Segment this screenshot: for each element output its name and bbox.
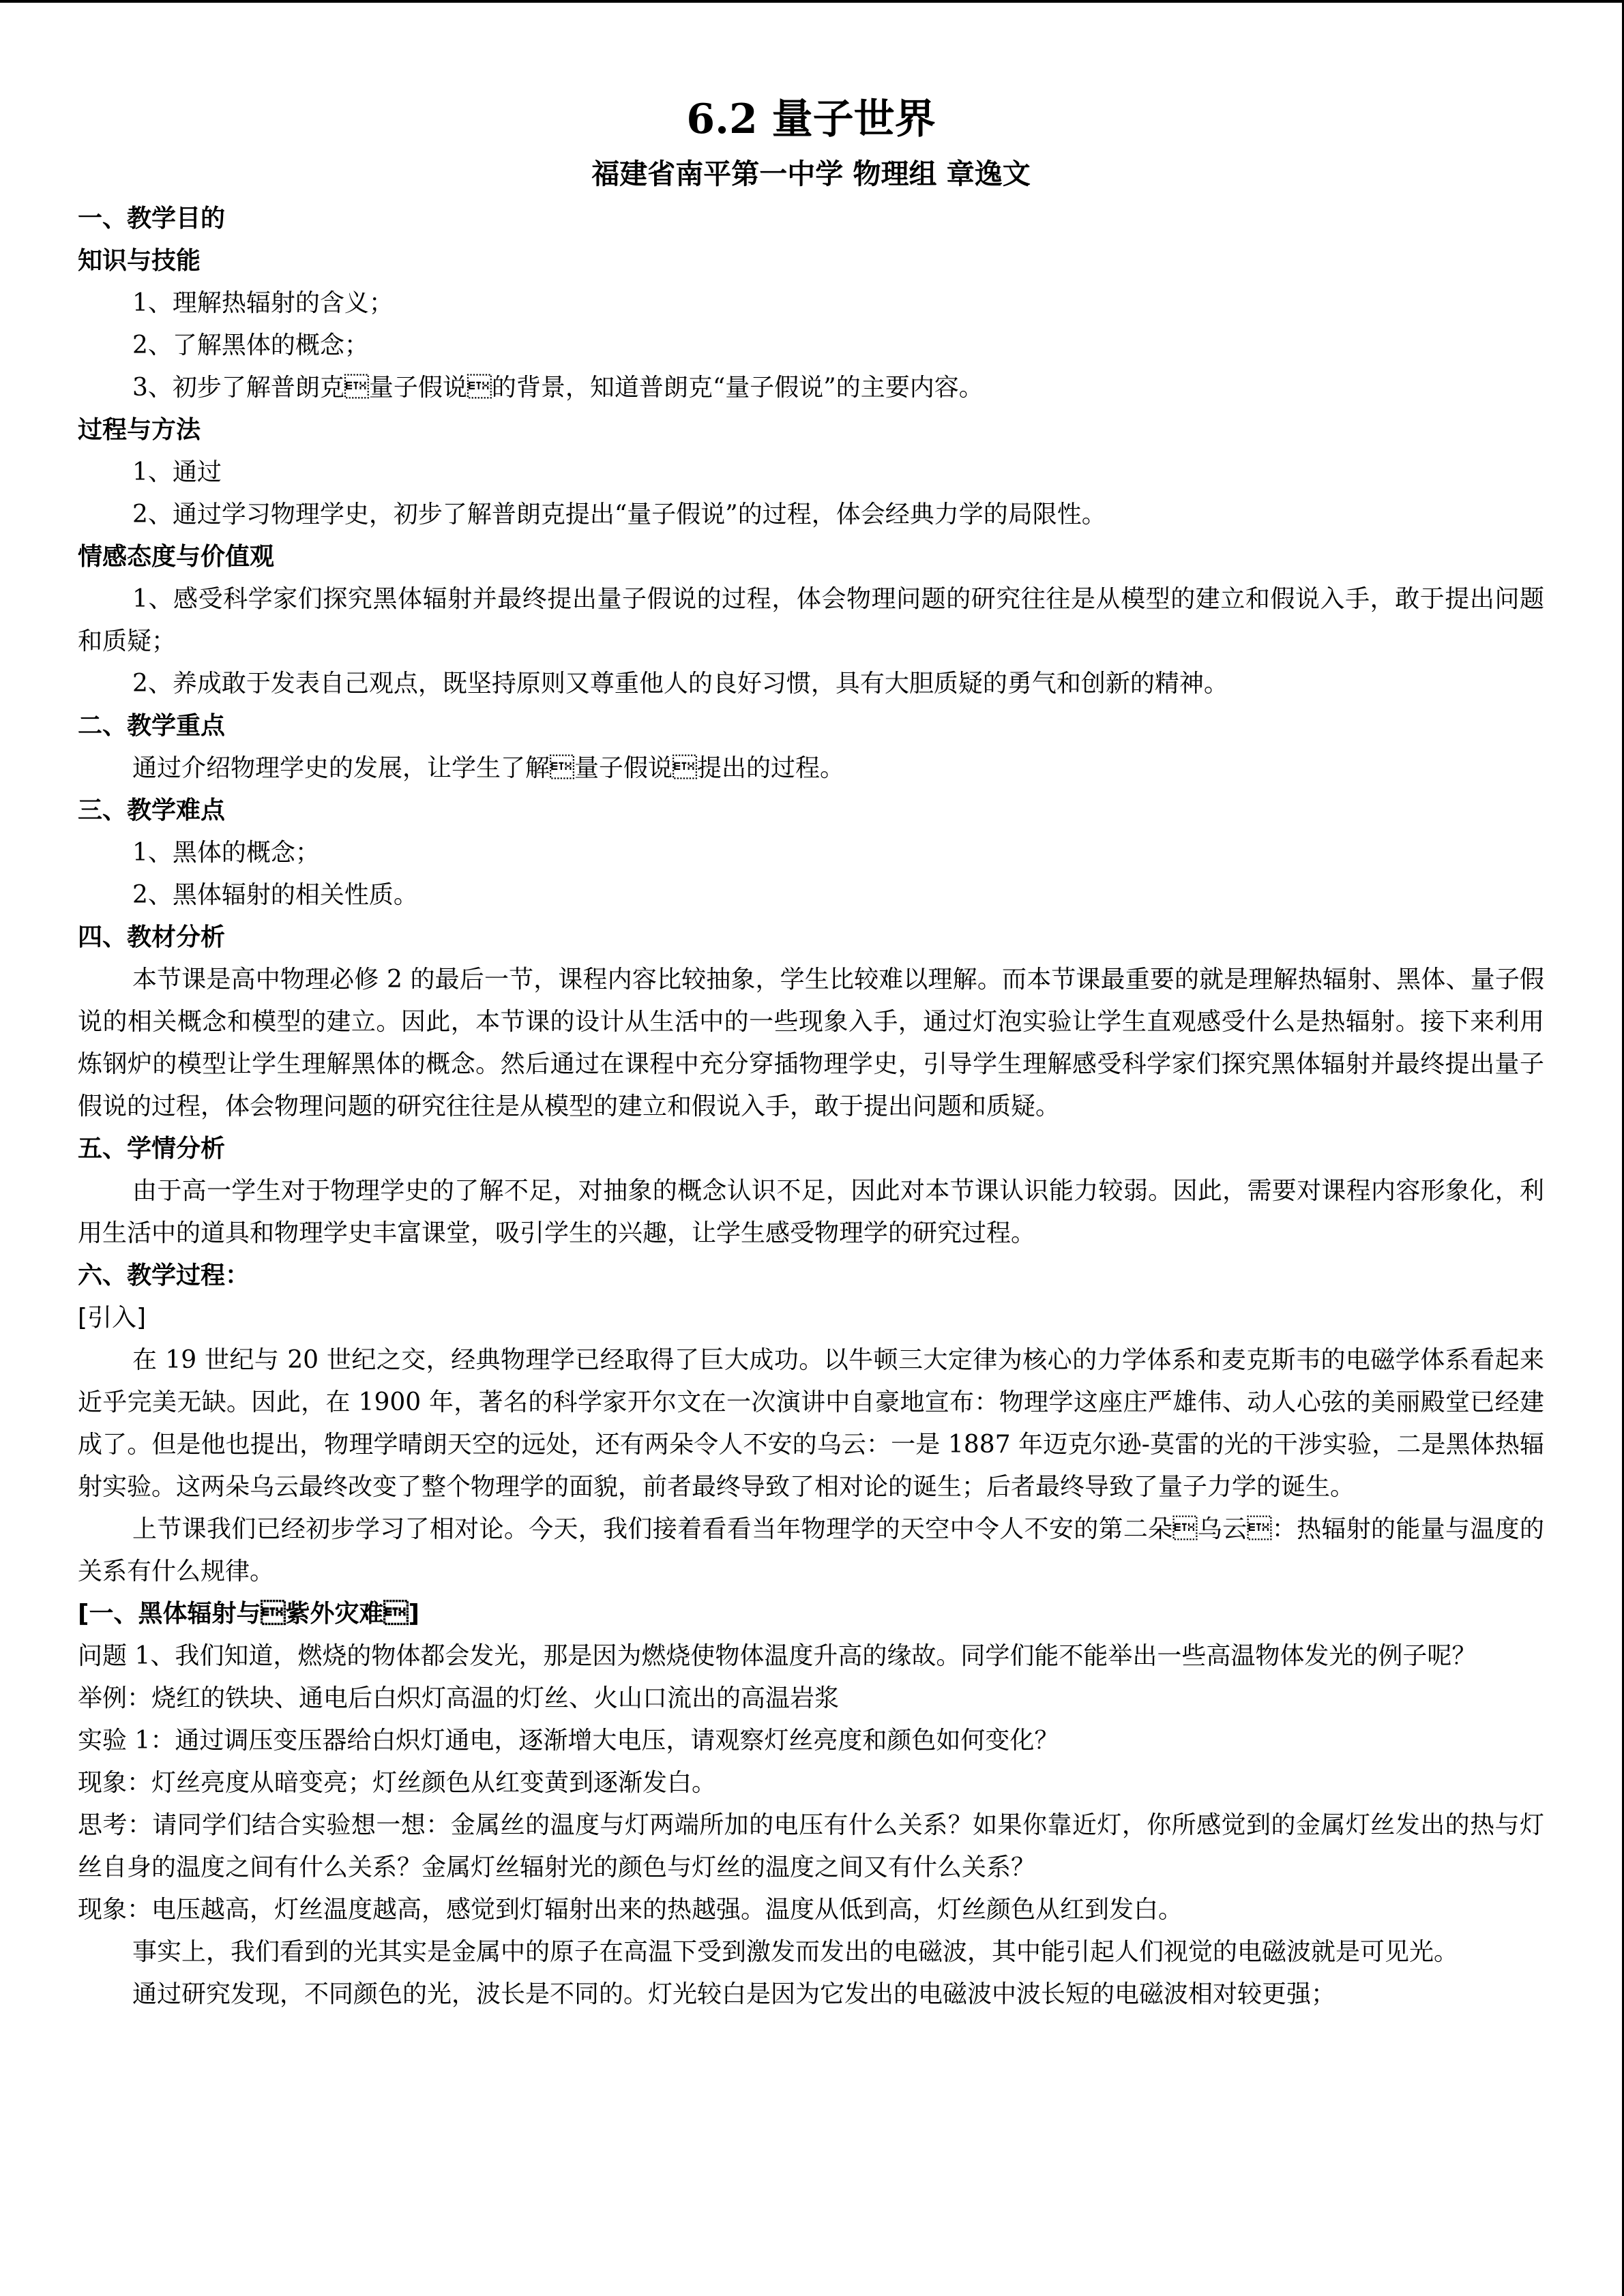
- intro-paragraph-2: 上节课我们已经初步学习了相对论。今天，我们接着看看当年物理学的天空中令人不安的第二朵乌云：热辐射的能量与温度的关系有什么规律。: [78, 1515, 1544, 1585]
- process-item-2: 2、通过学习物理学史，初步了解普朗克提出“量子假说”的过程，体会经典力学的局限性。: [132, 501, 1106, 528]
- section-4-text: 本节课是高中物理必修 2 的最后一节，课程内容比较抽象，学生比较难以理解。而本节课最重要的就是理解热辐射、黑体、量子假说的相关概念和模型的建立。因此，本节课的设计从生活中的一些现象入手，通过灯泡实验让学生直观感受什么是热辐射。接下来利用炼钢炉的模型让学生理解黑体的概念。然后通过在课程中充分穿插物理学史，引导学生理解感受科学家们探究黑体辐射并最终提出量子假说的过程，体会物理问题的研究往往是从模型的建立和假说入手，敢于提出问题和质疑。: [78, 966, 1544, 1120]
- knowledge-item-3: 3、初步了解普朗克量子假说的背景，知道普朗克“量子假说”的主要内容。: [132, 374, 984, 402]
- research-paragraph: 通过研究发现，不同颜色的光，波长是不同的。灯光较白是因为它发出的电磁波中波长短的电磁波相对较更强；: [132, 1980, 1336, 2008]
- part-1-tag: [一、黑体辐射与紫外灾难]: [78, 1600, 419, 1628]
- example-line: 举例：烧红的铁块、通电后白炽灯高温的灯丝、火山口流出的高温岩浆: [78, 1684, 840, 1712]
- section-5-heading: 五、学情分析: [78, 1135, 226, 1163]
- section-4-heading: 四、教材分析: [78, 923, 226, 951]
- page-title: 6.2 量子世界: [686, 95, 936, 143]
- section-2-heading: 二、教学重点: [78, 712, 226, 740]
- section-3-item-1: 1、黑体的概念；: [132, 839, 320, 867]
- process-item-1: 1、通过: [132, 458, 222, 486]
- process-heading: 过程与方法: [78, 416, 201, 444]
- phenomenon-1: 现象：灯丝亮度从暗变亮；灯丝颜色从红变黄到逐渐发白。: [78, 1769, 717, 1797]
- author-line: 福建省南平第一中学 物理组 章逸文: [591, 158, 1031, 190]
- question-1: 问题 1、我们知道，燃烧的物体都会发光，那是因为燃烧使物体温度升高的缘故。同学们能不能举出一些高温物体发光的例子呢？: [78, 1642, 1477, 1670]
- intro-tag: [引入]: [78, 1304, 147, 1332]
- emotion-item-1: 1、感受科学家们探究黑体辐射并最终提出量子假说的过程，体会物理问题的研究往往是从模型的建立和假说入手，敢于提出问题和质疑；: [78, 585, 1544, 655]
- section-2-text: 通过介绍物理学史的发展，让学生了解量子假说提出的过程。: [132, 754, 845, 782]
- think-paragraph: 思考：请同学们结合实验想一想：金属丝的温度与灯两端所加的电压有什么关系？如果你靠近灯，你所感觉到的金属灯丝发出的热与灯丝自身的温度之间有什么关系？金属灯丝辐射光的颜色与灯丝的温度之间又有什么关系？: [78, 1811, 1544, 1881]
- knowledge-item-2: 2、了解黑体的概念；: [132, 331, 369, 359]
- section-3-heading: 三、教学难点: [78, 796, 226, 824]
- emotion-item-2: 2、养成敢于发表自己观点，既坚持原则又尊重他人的良好习惯，具有大胆质疑的勇气和创新的精神。: [132, 670, 1228, 698]
- fact-paragraph: 事实上，我们看到的光其实是金属中的原子在高温下受到激发而发出的电磁波，其中能引起人们视觉的电磁波就是可见光。: [132, 1938, 1459, 1966]
- section-5-text: 由于高一学生对于物理学史的了解不足，对抽象的概念认识不足，因此对本节课认识能力较弱。因此，需要对课程内容形象化，利用生活中的道具和物理学史丰富课堂，吸引学生的兴趣，让学生感受物理学的研究过程。: [78, 1177, 1544, 1247]
- section-1-heading: 一、教学目的: [78, 205, 226, 233]
- document-body: [78, 89, 1544, 2016]
- intro-paragraph-1: 在 19 世纪与 20 世纪之交，经典物理学已经取得了巨大成功。以牛顿三大定律为核心的力学体系和麦克斯韦的电磁学体系看起来近乎完美无缺。因此，在 1900 年，著名的科学家开尔文在一次演讲中自豪地宣布：物理学这座庄严雄伟、动人心弦的美丽殿堂已经建成了。但是他也提出，物理学晴朗天空的远处，还有两朵令人不安的乌云：一是 1887 年迈克尔逊-莫雷的光的干涉实验，二是黑体热辐射实验。这两朵乌云最终改变了整个物理学的面貌，前者最终导致了相对论的诞生；后者最终导致了量子力学的诞生。: [78, 1346, 1544, 1501]
- section-6-heading: 六、教学过程：: [78, 1262, 250, 1289]
- section-3-item-2: 2、黑体辐射的相关性质。: [132, 881, 418, 909]
- knowledge-item-1: 1、理解热辐射的含义；: [132, 289, 394, 317]
- experiment-1: 实验 1：通过调压变压器给白炽灯通电，逐渐增大电压，请观察灯丝亮度和颜色如何变化？: [78, 1727, 1059, 1755]
- phenomenon-2: 现象：电压越高，灯丝温度越高，感觉到灯辐射出来的热越强。温度从低到高，灯丝颜色从红到发白。: [78, 1896, 1183, 1924]
- knowledge-heading: 知识与技能: [78, 247, 201, 275]
- emotion-heading: 情感态度与价值观: [78, 543, 275, 571]
